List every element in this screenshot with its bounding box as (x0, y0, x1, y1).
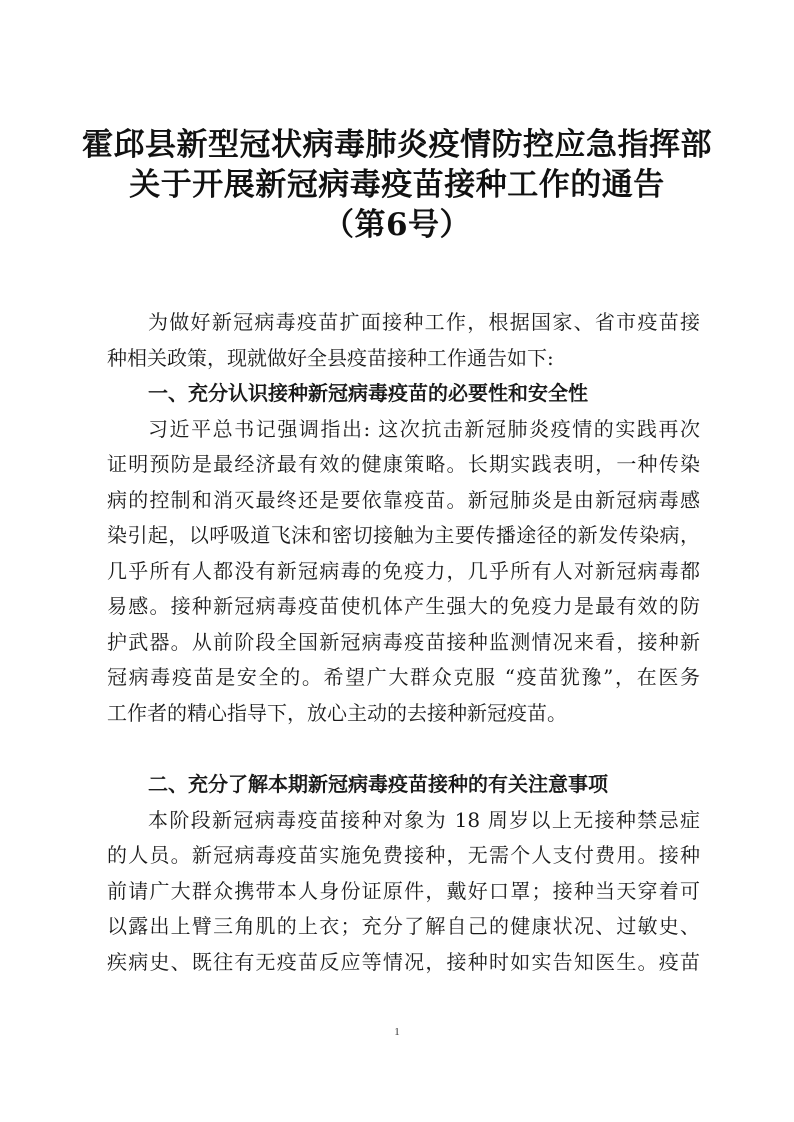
paragraph-line: 本阶段新冠病毒疫苗接种对象为 18 周岁以上无接种禁忌症 (148, 807, 700, 832)
paragraph-line: 工作者的精心指导下，放心主动的去接种新冠疫苗。 (107, 700, 567, 725)
paragraph-line: 前请广大群众携带本人身份证原件，戴好口罩；接种当天穿着可 (107, 878, 700, 903)
title-line-2: 关于开展新冠病毒疫苗接种工作的通告 (129, 167, 665, 203)
intro-line: 种相关政策，现就做好全县疫苗接种工作通告如下: (107, 345, 554, 370)
paragraph-line: 护武器。从前阶段全国新冠病毒疫苗接种监测情况来看，接种新 (107, 629, 700, 654)
paragraph-line: 以露出上臂三角肌的上衣；充分了解自己的健康状况、过敏史、 (107, 914, 700, 938)
paragraph-line: 冠病毒疫苗是安全的。希望广大群众克服 “疫苗犹豫”，在医务 (107, 665, 700, 689)
intro-line: 为做好新冠病毒疫苗扩面接种工作，根据国家、省市疫苗接 (148, 310, 700, 334)
notice-number: （第6号） (322, 207, 472, 243)
paragraph-line: 的人员。新冠病毒疫苗实施免费接种，无需个人支付费用。接种 (107, 843, 700, 867)
paragraph-line: 染引起，以呼吸道飞沫和密切接触为主要传播途径的新发传染病， (107, 523, 700, 547)
section-heading-2: 二、充分了解本期新冠病毒疫苗接种的有关注意事项 (148, 772, 608, 796)
paragraph-line: 习近平总书记强调指出: 这次抗击新冠肺炎疫情的实践再次 (148, 416, 700, 441)
section-heading-1: 一、充分认识接种新冠病毒疫苗的必要性和安全性 (148, 381, 588, 405)
paragraph-line: 易感。接种新冠病毒疫苗使机体产生强大的免疫力是最有效的防 (107, 594, 700, 618)
paragraph-line: 疾病史、既往有无疫苗反应等情况，接种时如实告知医生。疫苗 (107, 949, 700, 974)
title-line-1: 霍邱县新型冠状病毒肺炎疫情防控应急指挥部 (82, 127, 712, 163)
paragraph-line: 病的控制和消灭最终还是要依靠疫苗。新冠肺炎是由新冠病毒感 (107, 487, 700, 512)
page-number: 1 (394, 1026, 400, 1038)
paragraph-line: 证明预防是最经济最有效的健康策略。长期实践表明，一种传染 (107, 452, 700, 476)
paragraph-line: 几乎所有人都没有新冠病毒的免疫力，几乎所有人对新冠病毒都 (107, 558, 700, 583)
